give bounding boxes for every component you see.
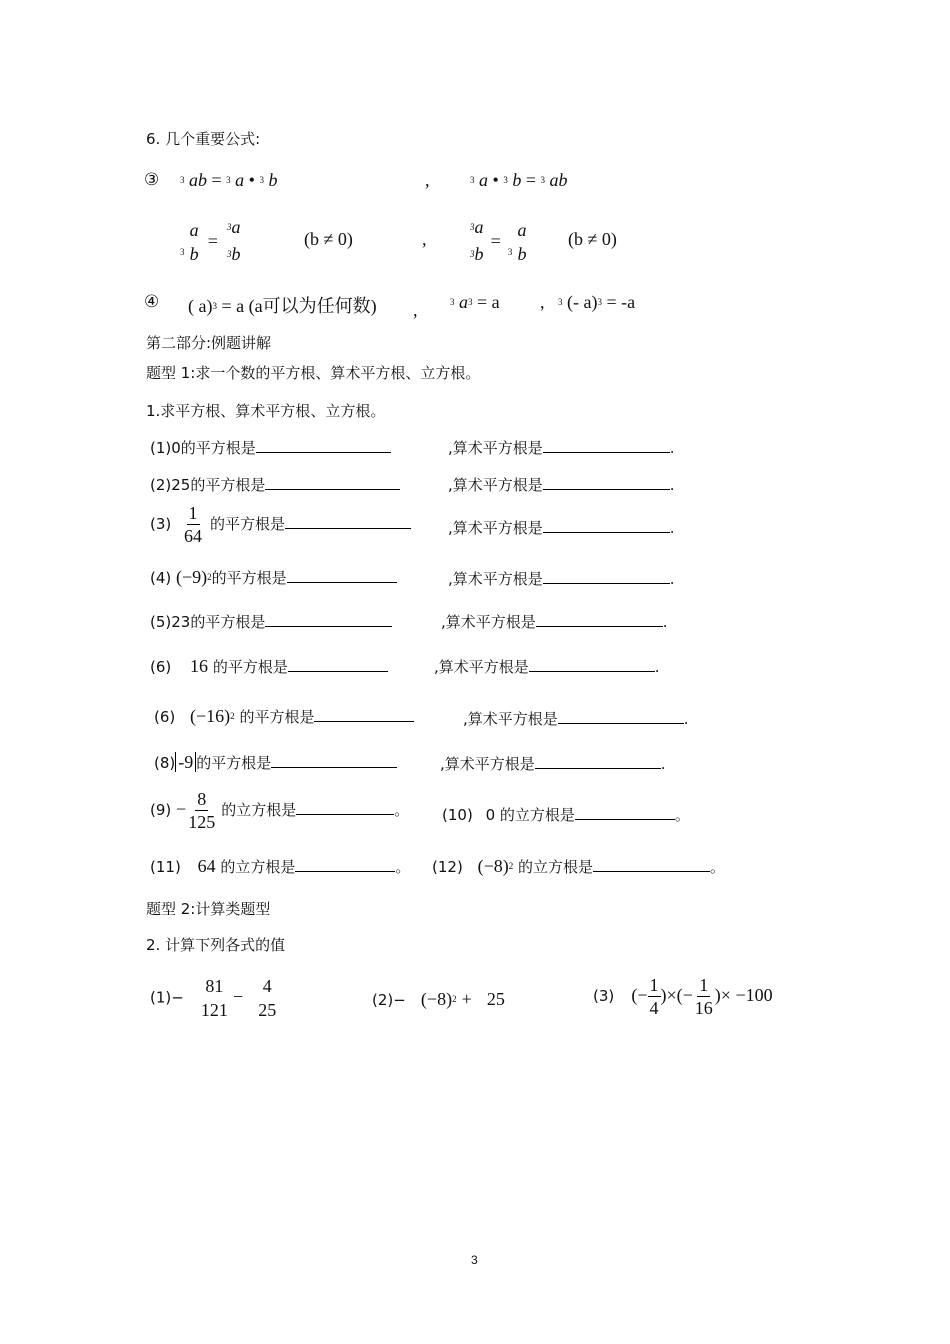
- formula-4c: [558, 292, 635, 313]
- section-6-title: 6. 几个重要公式:: [146, 130, 261, 148]
- root-index: 3: [226, 249, 232, 259]
- minus-sign: −: [233, 986, 244, 1007]
- fraction-4-25: [258, 974, 276, 1022]
- answer-blank[interactable]: [535, 754, 661, 769]
- denominator: [470, 242, 484, 269]
- minus-sign: −: [176, 799, 187, 819]
- item-prompt: ,算术平方根是: [463, 710, 558, 728]
- item-4-arith: [448, 568, 675, 589]
- denominator: 125: [188, 812, 216, 832]
- item-10: [442, 804, 690, 825]
- formula-frac-root-a: [180, 215, 240, 269]
- formula-4b-rest: = a: [477, 292, 500, 312]
- item-prompt: 的平方根是: [190, 476, 266, 494]
- item-prompt: ,算术平方根是: [448, 570, 543, 588]
- answer-blank[interactable]: [543, 475, 670, 490]
- denominator: 4: [649, 998, 659, 1018]
- answer-blank[interactable]: [271, 753, 397, 768]
- item-prompt: ,算术平方根是: [448, 519, 543, 537]
- numerator: a: [517, 220, 527, 240]
- item-prompt: 的平方根是: [212, 658, 288, 676]
- root-a: a: [474, 217, 484, 237]
- answer-blank[interactable]: [543, 438, 670, 453]
- formula-separator-comma: ,: [422, 229, 427, 249]
- item-1: [150, 437, 391, 458]
- item-3-arith: [448, 517, 675, 538]
- root-a: a: [231, 217, 241, 237]
- root-b: b: [474, 244, 484, 264]
- item-7: [154, 706, 414, 727]
- root-index: 3: [540, 175, 545, 185]
- formula-frac-root-b: [470, 215, 526, 269]
- period: 。: [710, 858, 726, 876]
- formula-3b-lhs-a: a: [479, 170, 488, 190]
- root-index: 3: [470, 222, 475, 232]
- denominator: 16: [694, 998, 713, 1018]
- condition-b-nonzero: (b ≠ 0): [304, 229, 353, 249]
- expression: (−8): [420, 989, 453, 1009]
- answer-blank[interactable]: [296, 800, 394, 815]
- period: .: [654, 658, 660, 676]
- part-2-title: 第二部分:例题讲解: [146, 334, 272, 352]
- item-prompt: 的平方根是: [211, 569, 287, 587]
- formula-3b-lhs-b: b: [512, 170, 522, 190]
- numerator: 81: [205, 976, 224, 996]
- formula-4b: [450, 292, 500, 313]
- item-1-arith: [448, 437, 675, 458]
- answer-blank[interactable]: [265, 475, 400, 490]
- formula-4c-rest: = -a: [606, 292, 636, 312]
- fraction-a-over-b: [517, 218, 526, 266]
- formula-separator-comma: ,: [413, 300, 418, 320]
- denominator: 121: [200, 1000, 228, 1020]
- root-index: 3: [180, 246, 185, 257]
- formula-3a-rhs-b: b: [268, 170, 278, 190]
- answer-blank[interactable]: [265, 612, 392, 627]
- expression: (−16): [190, 706, 231, 726]
- fraction-81-121: [201, 974, 228, 1022]
- equals-sign: =: [207, 230, 218, 251]
- answer-blank[interactable]: [529, 657, 655, 672]
- numerator: [470, 215, 484, 242]
- item-prompt: 的平方根是: [190, 613, 266, 631]
- formula-3b: [470, 170, 567, 191]
- answer-blank[interactable]: [285, 514, 411, 529]
- period: 。: [394, 801, 410, 819]
- item-label: (12): [432, 858, 463, 876]
- expression: )×(−: [660, 985, 693, 1005]
- period: .: [683, 710, 689, 728]
- formula-4a-base: ( a): [188, 296, 213, 316]
- question-type-2-title: 题型 2:计算类题型: [146, 900, 271, 918]
- exponent: 2: [452, 994, 457, 1004]
- item-5: [150, 611, 392, 632]
- root-index: 3: [507, 246, 513, 257]
- formula-3a-rhs-a: a: [235, 170, 245, 190]
- formula-4b-base: a: [459, 292, 468, 312]
- item-7-arith: [463, 708, 689, 729]
- equals-sign: =: [211, 170, 222, 190]
- item-prompt: ,算术平方根是: [440, 755, 535, 773]
- calc-2: [372, 989, 505, 1010]
- period: .: [669, 519, 675, 537]
- fraction-root-a-over-root-b: [227, 215, 241, 269]
- period: .: [669, 439, 675, 457]
- period: .: [662, 613, 668, 631]
- answer-blank[interactable]: [558, 709, 684, 724]
- expression: (−8): [477, 856, 509, 876]
- item-label: (3): [593, 987, 615, 1005]
- item-prompt: 的立方根是: [499, 806, 575, 824]
- expression: (−: [631, 985, 648, 1005]
- question-1-title: 1.求平方根、算术平方根、立方根。: [146, 402, 386, 420]
- absolute-value: -9: [175, 752, 196, 772]
- root-index: 3: [450, 297, 455, 307]
- item-prompt: 的平方根是: [180, 439, 256, 457]
- numerator: 1: [649, 975, 659, 995]
- calc-3: [593, 974, 773, 1019]
- root-index: 3: [470, 175, 475, 185]
- expression: 25: [486, 989, 505, 1009]
- item-label: (3): [150, 515, 172, 533]
- item-prompt: ,算术平方根是: [448, 439, 543, 457]
- item-prompt: 的立方根是: [220, 858, 296, 876]
- period: .: [669, 570, 675, 588]
- root-index: 3: [180, 175, 185, 185]
- item-prompt: ,算术平方根是: [448, 476, 543, 494]
- question-2-title: 2. 计算下列各式的值: [146, 936, 286, 954]
- expression: 0: [485, 806, 496, 824]
- item-9: [150, 788, 409, 833]
- item-prompt: 的平方根是: [239, 708, 315, 726]
- answer-blank[interactable]: [314, 707, 414, 722]
- answer-blank[interactable]: [287, 568, 397, 583]
- dot-operator: •: [248, 170, 255, 190]
- item-label: (2)25: [150, 476, 191, 494]
- item-prompt: ,算术平方根是: [434, 658, 529, 676]
- item-prompt: 的立方根是: [518, 858, 594, 876]
- formula-4a-rest: = a (a可以为任何数): [221, 296, 377, 316]
- fraction-a-over-b: [190, 218, 199, 266]
- item-4: [150, 567, 397, 588]
- answer-blank[interactable]: [256, 438, 391, 453]
- equals-sign: =: [490, 230, 501, 251]
- fraction: [186, 788, 217, 833]
- answer-blank[interactable]: [575, 805, 675, 820]
- item-6-arith: [434, 656, 660, 677]
- item-8-arith: [440, 753, 666, 774]
- formula-marker-4: ④: [144, 292, 160, 311]
- period: .: [660, 755, 666, 773]
- fraction-1-16: [693, 974, 715, 1019]
- calc-1: [150, 974, 276, 1022]
- exponent: 3: [212, 301, 217, 311]
- answer-blank[interactable]: [295, 857, 395, 872]
- numerator: a: [189, 220, 199, 240]
- expression: 64: [197, 856, 216, 876]
- item-2: [150, 474, 400, 495]
- formula-separator-comma: ,: [425, 170, 430, 190]
- item-8: [154, 752, 397, 773]
- period: 。: [674, 806, 690, 824]
- expression: (−9): [176, 567, 208, 587]
- numerator: 4: [262, 976, 272, 996]
- formula-3a-lhs: ab: [189, 170, 207, 190]
- question-type-1-title: 题型 1:求一个数的平方根、算术平方根、立方根。: [146, 364, 481, 382]
- root-index: 3: [503, 175, 508, 185]
- formula-separator-comma: ,: [540, 292, 545, 312]
- root-index: 3: [470, 249, 475, 259]
- fraction-1-4: [648, 974, 661, 1019]
- formula-4a: [188, 292, 377, 318]
- fraction-root-a-over-root-b: [470, 215, 484, 269]
- item-label: (2)−: [372, 991, 406, 1009]
- item-label: (6): [154, 708, 176, 726]
- page-number: 3: [471, 1253, 478, 1267]
- item-label: (1)−: [150, 988, 184, 1007]
- plus-sign: +: [461, 989, 472, 1009]
- answer-blank[interactable]: [593, 857, 710, 872]
- item-2-arith: [448, 474, 675, 495]
- exponent: 2: [508, 861, 514, 871]
- root-index: 3: [226, 175, 231, 185]
- formula-3b-rhs: ab: [549, 170, 568, 190]
- item-11: [150, 856, 410, 877]
- denominator: [227, 242, 241, 269]
- exponent: 3: [468, 297, 473, 307]
- expression: )× −100: [714, 985, 773, 1005]
- item-label: (5)23: [150, 613, 191, 631]
- period: .: [669, 476, 675, 494]
- answer-blank[interactable]: [288, 657, 388, 672]
- item-prompt: 的立方根是: [221, 801, 297, 819]
- item-label: (4): [150, 569, 172, 587]
- answer-blank[interactable]: [536, 612, 663, 627]
- formula-4c-base: (- a): [567, 292, 598, 312]
- root-index: 3: [259, 175, 264, 185]
- denominator: b: [189, 244, 199, 264]
- item-3: [150, 502, 411, 547]
- item-prompt: 的平方根是: [196, 754, 272, 772]
- numerator: [227, 215, 241, 242]
- denominator: b: [517, 244, 527, 264]
- root-index: 3: [226, 222, 232, 232]
- answer-blank[interactable]: [543, 569, 670, 584]
- denominator: 64: [184, 526, 203, 546]
- exponent: 2: [207, 572, 212, 582]
- fraction: [182, 502, 204, 547]
- formula-marker-3: ③: [144, 170, 160, 189]
- item-12: [432, 856, 725, 877]
- item-6: [150, 656, 388, 677]
- item-label: (1)0: [150, 439, 181, 457]
- item-label: (11): [150, 858, 181, 876]
- root-b: b: [231, 244, 241, 264]
- item-prompt: ,算术平方根是: [441, 613, 536, 631]
- item-label: (10): [442, 806, 473, 824]
- root-index: 3: [558, 297, 563, 307]
- denominator: 25: [258, 1000, 277, 1020]
- numerator: 1: [699, 975, 709, 995]
- numerator: 8: [197, 789, 207, 809]
- formula-3a: [180, 170, 277, 191]
- condition-b-nonzero: (b ≠ 0): [568, 229, 617, 249]
- item-prompt: 的平方根是: [210, 515, 286, 533]
- item-label: (8): [154, 754, 176, 772]
- answer-blank[interactable]: [543, 518, 670, 533]
- numerator: 1: [188, 503, 198, 523]
- dot-operator: •: [492, 170, 499, 190]
- exponent: 3: [597, 297, 602, 307]
- period: 。: [395, 858, 411, 876]
- equals-sign: =: [525, 170, 536, 190]
- item-label: (9): [150, 801, 172, 819]
- exponent: 2: [230, 711, 235, 721]
- expression: 16: [190, 656, 209, 676]
- item-label: (6): [150, 658, 172, 676]
- item-5-arith: [441, 611, 668, 632]
